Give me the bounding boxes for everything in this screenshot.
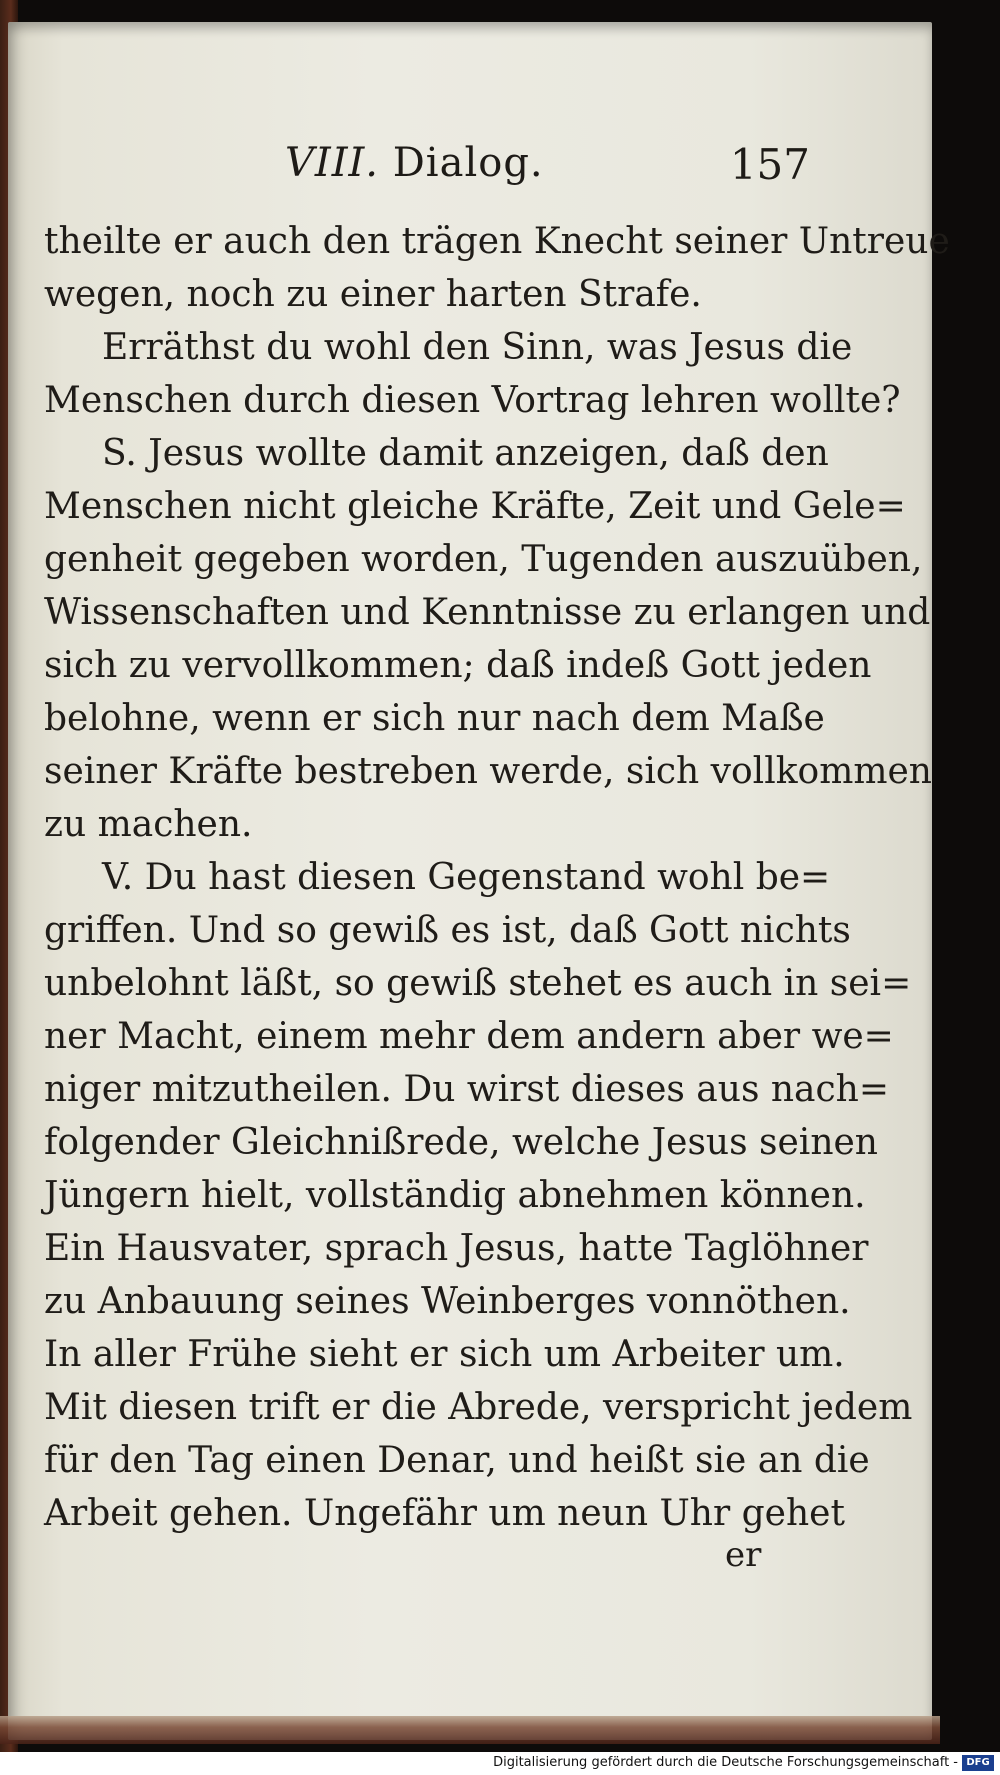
text-line: griffen. Und so gewiß es ist, daß Gott nichts (44, 910, 851, 951)
text-line: niger mitzutheilen. Du wirst dieses aus nach= (44, 1069, 890, 1110)
text-line: unbelohnt läßt, so gewiß stehet es auch in sei= (44, 963, 912, 1004)
dfg-logo-icon: DFG (962, 1755, 994, 1771)
text-line: seiner Kräfte bestreben werde, sich vollkommen (44, 751, 932, 792)
text-line: Ein Hausvater, sprach Jesus, hatte Taglöhner (44, 1228, 869, 1269)
text-line: Erräthst du wohl den Sinn, was Jesus die (102, 327, 853, 368)
running-head-word: Dialog. (392, 140, 544, 186)
text-line: genheit gegeben worden, Tugenden auszuüben, (44, 539, 923, 580)
page-number: 157 (729, 140, 810, 189)
running-head (285, 140, 544, 186)
text-line: wegen, noch zu einer harten Strafe. (44, 274, 702, 315)
body-text (44, 215, 950, 1540)
text-line: theilte er auch den trägen Knecht seiner Untreue (44, 221, 950, 262)
text-line: ner Macht, einem mehr dem andern aber we= (44, 1016, 894, 1057)
text-line: belohne, wenn er sich nur nach dem Maße (44, 698, 825, 739)
digitization-footer (0, 1752, 1000, 1775)
funding-credit: Digitalisierung gefördert durch die Deutsche Forschungsgemeinschaft - (493, 1755, 958, 1770)
text-line: Menschen nicht gleiche Kräfte, Zeit und Gele= (44, 486, 906, 527)
text-line: V. Du hast diesen Gegenstand wohl be= (102, 857, 831, 898)
catchword: er (725, 1535, 762, 1575)
text-line: Mit diesen trift er die Abrede, verspricht jedem (44, 1387, 913, 1428)
text-line: folgender Gleichnißrede, welche Jesus seinen (44, 1122, 878, 1163)
text-line: Wissenschaften und Kenntnisse zu erlangen und (44, 592, 931, 633)
text-line: Arbeit gehen. Ungefähr um neun Uhr gehet (44, 1493, 845, 1534)
page-header (40, 140, 880, 200)
text-line: Menschen durch diesen Vortrag lehren wollte? (44, 380, 901, 421)
text-line: zu machen. (44, 804, 253, 845)
text-line: S. Jesus wollte damit anzeigen, daß den (102, 433, 829, 474)
text-line: zu Anbauung seines Weinberges vonnöthen. (44, 1281, 851, 1322)
text-line: sich zu vervollkommen; daß indeß Gott jeden (44, 645, 872, 686)
text-line: für den Tag einen Denar, und heißt sie an die (44, 1440, 870, 1481)
book-bottom-edge (0, 1716, 940, 1744)
text-line: Jüngern hielt, vollständig abnehmen können. (44, 1175, 866, 1216)
running-head-roman: VIII. (285, 140, 380, 186)
text-line: In aller Frühe sieht er sich um Arbeiter um. (44, 1334, 845, 1375)
